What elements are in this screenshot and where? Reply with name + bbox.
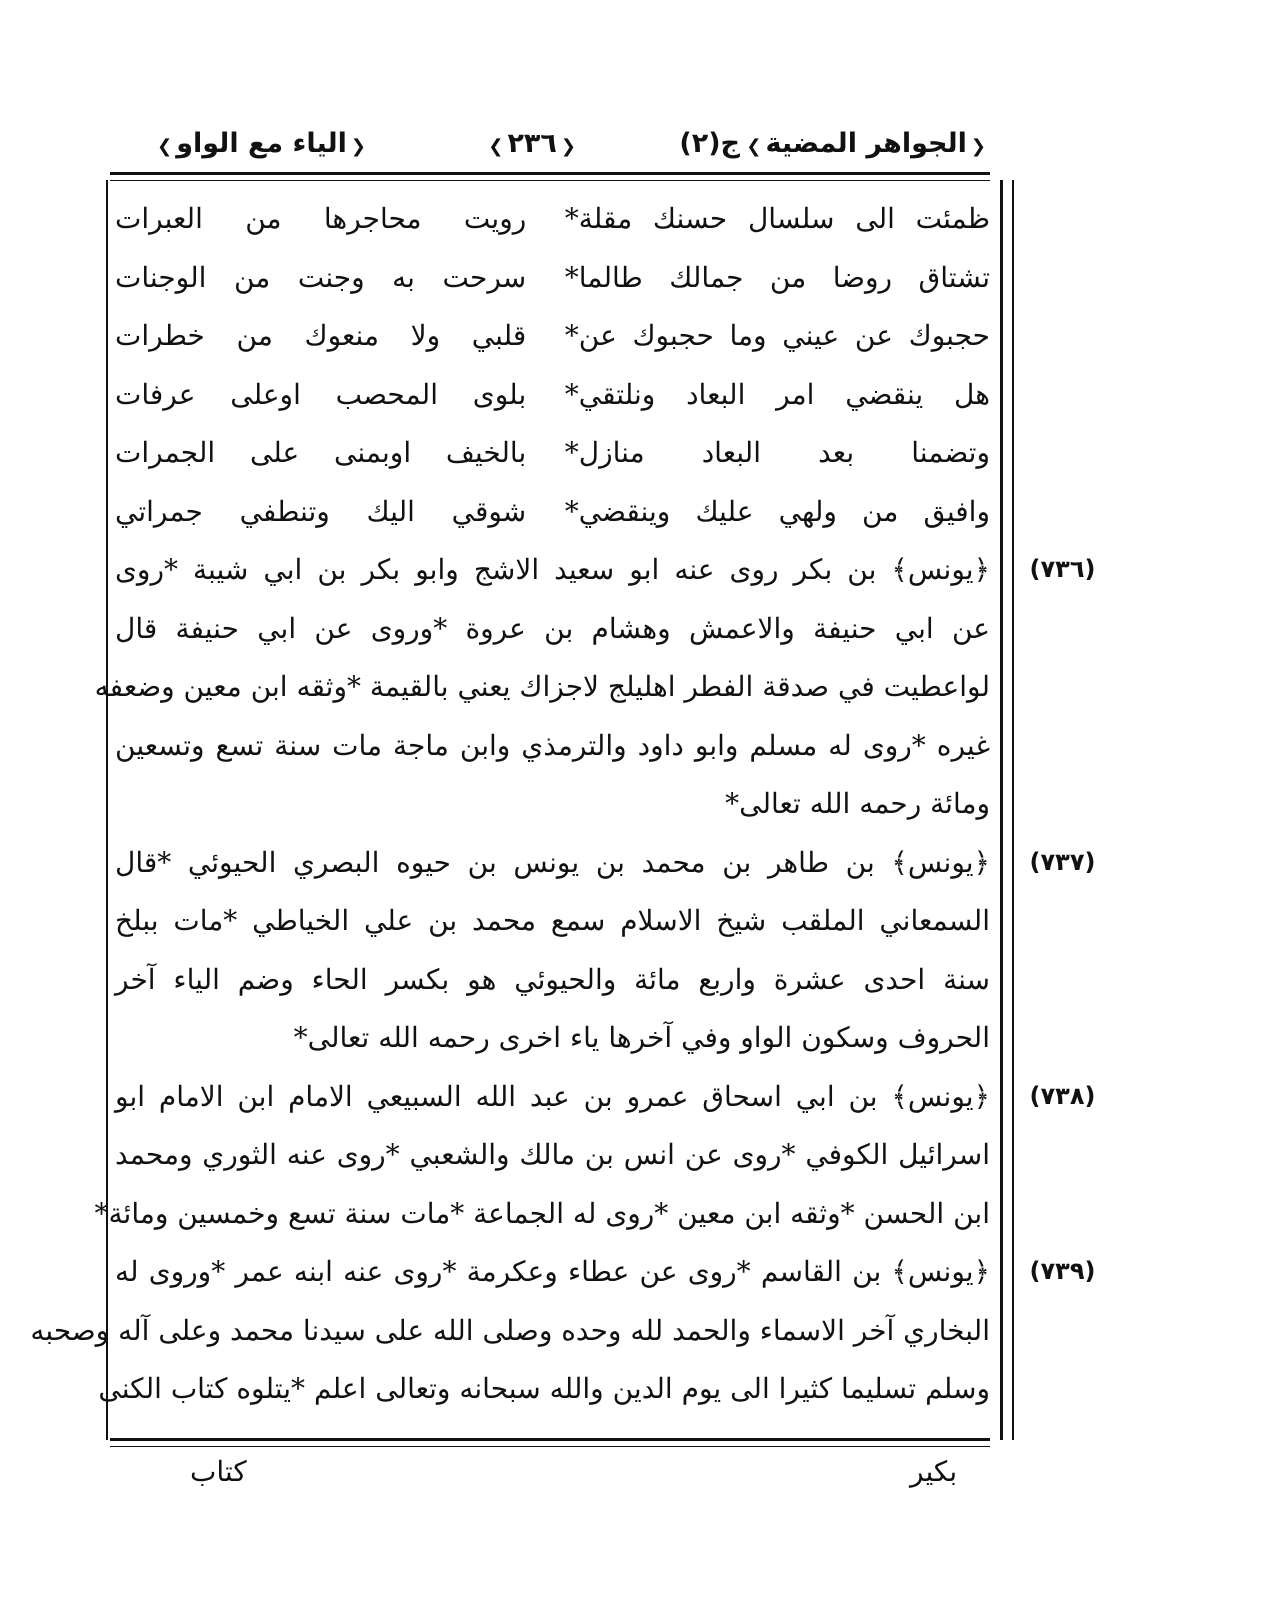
entry-line: السمعاني الملقب شيخ الاسلام سمع محمد بن علي الخياطي *مات ببلخ	[115, 904, 990, 937]
margin-rule-outer	[1012, 180, 1014, 1440]
header-volume: ج(٢)	[679, 128, 740, 159]
entry-line: ﴿يونس﴾ بن ابي اسحاق عمرو بن عبد الله السبيعي الامام ابن الامام ابو	[115, 1079, 990, 1113]
left-rule	[106, 180, 108, 1440]
bottom-rule	[110, 1438, 990, 1441]
entry-line: عن ابي حنيفة والاعمش وهشام بن عروة *وروى عن ابي حنيفة قال	[115, 611, 990, 645]
verse-hemistich-second: سرحت به وجنت من الوجنات	[115, 260, 527, 294]
catchword-right: بكير	[910, 1455, 958, 1488]
top-rule	[110, 172, 990, 175]
entry-number: (٧٣٧)	[1029, 847, 1096, 876]
entry-line: ابن الحسن *وثقه ابن معين *روى له الجماعة *مات سنة تسع وخمسين ومائة*	[94, 1196, 990, 1230]
entry-line: غيره *روى له مسلم وابو داود والترمذي وابن ماجة مات سنة تسع وتسعين	[115, 728, 990, 762]
verse-separator: *	[564, 494, 579, 528]
verse-hemistich-second: بالخيف اوبمنى على الجمرات	[115, 436, 527, 469]
verse-hemistich-first: ظمئت الى سلسال حسنك مقلة	[578, 202, 990, 235]
running-header	[110, 118, 990, 168]
verse-hemistich-second: بلوى المحصب اوعلى عرفات	[115, 377, 527, 411]
verse-separator: *	[564, 202, 579, 235]
header-section: ❮ الياء مع الواو ❯	[153, 128, 370, 159]
text-block	[30, 190, 990, 1419]
verse-separator: *	[564, 319, 579, 352]
entry-line: ﴿يونس﴾ بن بكر روى عنه ابو سعيد الاشج وابو بكر بن ابي شيبة *روى	[115, 553, 990, 586]
entry-line: اسرائيل الكوفي *روى عن انس بن مالك والشعبي *روى عنه الثوري ومحمد	[115, 1138, 990, 1171]
bottom-rule-thin	[110, 1446, 990, 1447]
margin-rule	[1000, 180, 1003, 1440]
verse-hemistich-first: هل ينقضي امر البعاد ونلتقي	[578, 377, 990, 411]
verse-hemistich-second: شوقي اليك وتنطفي جمراتي	[115, 494, 527, 528]
verse-separator: *	[564, 377, 579, 411]
entry-line: ﴿يونس﴾ بن طاهر بن محمد بن يونس بن حيوه البصري الحيوئي *قال	[115, 845, 990, 879]
verse-line	[115, 366, 990, 425]
header-page-number: ❮ ٢٣٦ ❯	[484, 128, 580, 159]
entry-line: وسلم تسليما كثيرا الى يوم الدين والله سبحانه وتعالى اعلم *يتلوه كتاب الكنى	[98, 1372, 990, 1405]
top-rule-thin	[110, 180, 990, 181]
entry-number: (٧٣٦)	[1029, 555, 1096, 583]
verse-separator: *	[564, 260, 579, 294]
entry-line: سنة احدى عشرة واربع مائة والحيوئي هو بكسر الحاء وضم الياء آخر	[115, 962, 990, 996]
verse-hemistich-second: قلبي ولا منعوك من خطرات	[115, 319, 527, 352]
verse-line	[115, 483, 990, 542]
verse-line	[115, 424, 990, 483]
entry-number: (٧٣٨)	[1029, 1081, 1096, 1110]
entry-line: البخاري آخر الاسماء والحمد لله وحده وصلى الله على سيدنا محمد وعلى آله وصحبه	[30, 1313, 990, 1347]
verse-hemistich-first: تشتاق روضا من جمالك طالما	[578, 260, 990, 294]
entry-line: الحروف وسكون الواو وفي آخرها ياء اخرى رحمه الله تعالى*	[293, 1021, 990, 1054]
header-book-title: ❮ الجواهر المضية ❯	[742, 128, 990, 159]
verse-line	[115, 249, 990, 308]
entry-line: لواعطيت في صدقة الفطر اهليلج لاجزاك يعني بالقيمة *وثقه ابن معين وضعفه	[94, 670, 990, 703]
verse-hemistich-first: وافيق من ولهي عليك وينقضي	[578, 494, 990, 528]
verse-line	[115, 307, 990, 366]
verse-hemistich-first: حجبوك عن عيني وما حجبوك عن	[578, 319, 990, 352]
entry-line: ومائة رحمه الله تعالى*	[725, 787, 990, 820]
catchword-left: كتاب	[190, 1455, 247, 1488]
verse-separator: *	[564, 436, 579, 469]
entry-line: ﴿يونس﴾ بن القاسم *روى عن عطاء وعكرمة *روى عنه ابنه عمر *وروى له	[115, 1255, 990, 1288]
verse-line	[115, 190, 990, 249]
entry-number: (٧٣٩)	[1029, 1257, 1096, 1285]
verse-hemistich-first: وتضمنا بعد البعاد منازل	[578, 436, 990, 469]
verse-hemistich-second: رويت محاجرها من العبرات	[115, 202, 527, 235]
